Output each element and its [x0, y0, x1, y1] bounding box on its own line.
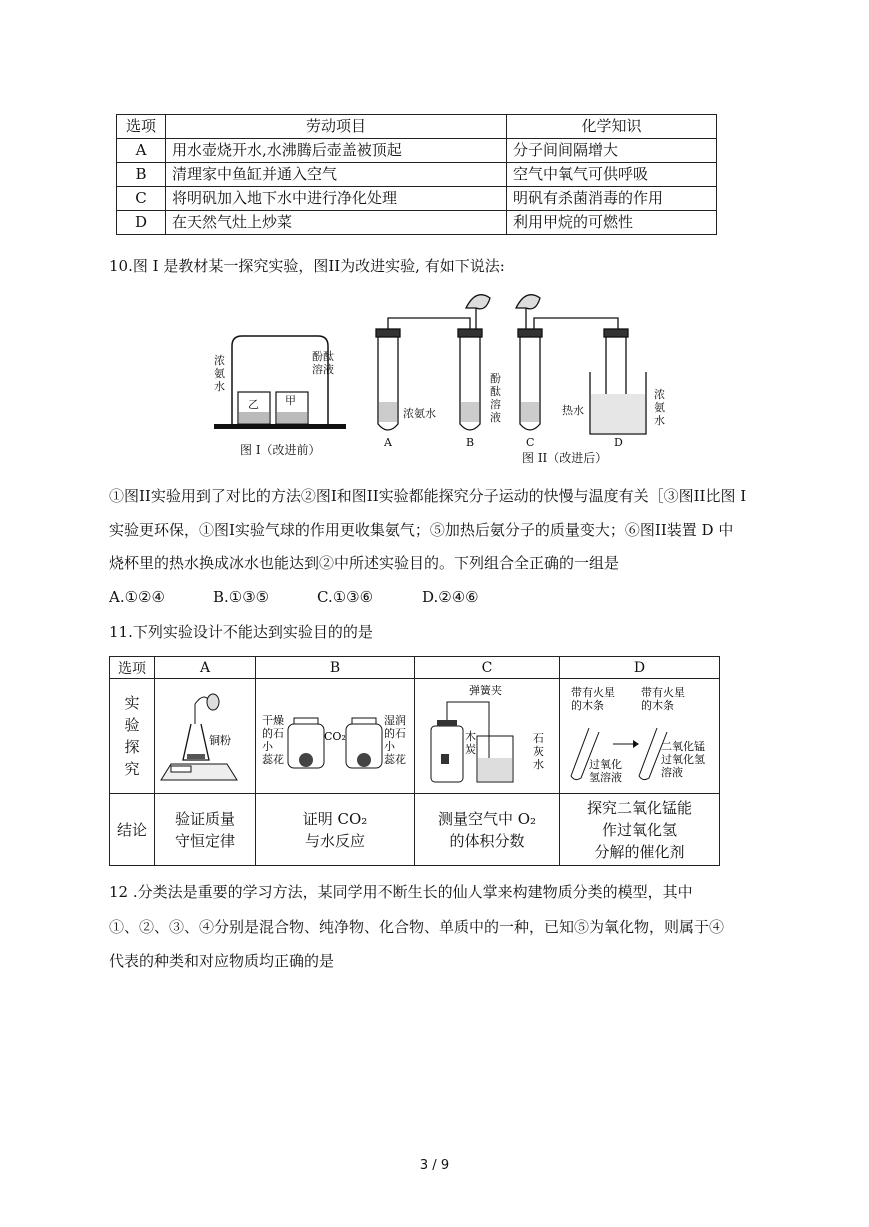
column-d: D: [560, 657, 720, 679]
conclusion-d: [560, 794, 720, 866]
fig2-ammonia-3: 水: [654, 414, 665, 427]
c-lime-2: 灰: [533, 745, 544, 758]
table-cell: 用水壶烧开水,水沸腾后壶盖被顶起: [166, 139, 507, 163]
table-row: [117, 187, 717, 211]
fig2-caption: 图 II（改进后）: [522, 451, 608, 465]
catalyst-figure: [561, 680, 719, 788]
b-right-2: 的石: [384, 727, 406, 740]
table-cell: 分子间间隔增大: [507, 139, 717, 163]
table-cell: D: [117, 211, 166, 235]
fig2-phenol-4: 液: [490, 411, 501, 424]
q10-option-c[interactable]: C.①③⑥: [317, 588, 374, 606]
table-cell: C: [117, 187, 166, 211]
b-left-4: 蕊花: [262, 753, 284, 766]
q11-experiment-table: [109, 656, 720, 866]
limewater-figure: [417, 680, 557, 788]
fig1-caption: 图 I（改进前）: [240, 443, 321, 457]
fig1-beaker-jia: 甲: [285, 394, 296, 407]
conclusion-d-line-1: 探究二氧化锰能: [586, 798, 692, 817]
conclusion-c-line-2: 的体积分数: [449, 831, 525, 850]
q10-text-line-1: ①图II实验用到了对比的方法②图I和图II实验都能探究分子运动的快慢与温度有关［③图II比图 I: [109, 487, 747, 505]
fig2-letter-c: C: [526, 436, 535, 449]
fig2-letter-d: D: [614, 436, 623, 449]
c-lime-3: 水: [533, 758, 544, 771]
conclusion-c: [415, 794, 560, 866]
table-cell: 利用甲烷的可燃性: [507, 211, 717, 235]
fig2-phenol-2: 酞: [490, 385, 501, 398]
copper-powder-label: 铜粉: [209, 734, 231, 747]
row-label-experiment: 实验探究: [110, 679, 155, 794]
table-row: [117, 163, 717, 187]
q10-option-a[interactable]: A.①②④: [109, 588, 165, 606]
q12-line-2: ①、②、③、④分别是混合物、纯净物、化合物、单质中的一种，已知⑤为氧化物，则属于④: [109, 918, 725, 936]
table-header: 化学知识: [507, 115, 717, 139]
c-carbon-2: 炭: [465, 743, 476, 756]
table-row: [117, 211, 717, 235]
fig2-ammonia-2: 氨: [654, 401, 665, 414]
q10-figure: [200, 284, 670, 474]
experiment-d-cell: [560, 679, 720, 794]
d-mno2-1: 二氧化锰: [660, 740, 705, 753]
conclusion-a-line-1: 验证质量: [174, 809, 235, 828]
b-right-4: 蕊花: [384, 753, 406, 766]
fig1-label-left-2: 氨: [214, 367, 225, 380]
fig2-phenol-1: 酚: [490, 372, 501, 385]
q10-stem: 10.图 I 是教材某一探究实验，图II为改进实验, 有如下说法:: [109, 257, 505, 275]
d-mno2-2: 过氧化氢: [660, 753, 705, 766]
conclusion-d-line-3: 分解的催化剂: [594, 842, 685, 861]
conclusion-b-line-1: 证明 CO₂: [302, 809, 368, 828]
conclusion-c-line-1: 测量空气中 O₂: [437, 809, 537, 828]
b-right-3: 小: [384, 740, 395, 753]
table-header: 选项: [117, 115, 166, 139]
d-h2o2-2: 氢溶液: [588, 771, 622, 784]
c-clip-label: 弹簧夹: [469, 684, 502, 697]
experiment-a-cell: [155, 679, 256, 794]
c-lime-1: 石: [533, 732, 544, 745]
table-cell: 在天然气灶上炒菜: [166, 211, 507, 235]
co2-jars-figure: [258, 680, 412, 788]
table-cell: A: [117, 139, 166, 163]
conclusion-d-line-2: 作过氧化氢: [601, 820, 677, 839]
fig1-label-left-1: 浓: [214, 354, 225, 367]
column-c: C: [415, 657, 560, 679]
q10-option-b[interactable]: B.①③⑤: [213, 588, 270, 606]
q10-text-line-2: 实验更环保，①图I实验气球的作用更收集氨气；⑤加热后氨分子的质量变大；⑥图II装置 D 中: [109, 521, 734, 539]
experiment-b-cell: [256, 679, 415, 794]
table-cell: 明矾有杀菌消毒的作用: [507, 187, 717, 211]
fig1-beaker-yi: 乙: [248, 398, 259, 411]
column-a: A: [155, 657, 256, 679]
fig1-label-right-2: 溶液: [312, 363, 334, 376]
b-left-1: 干燥: [262, 714, 284, 727]
table-header: 劳动项目: [166, 115, 507, 139]
c-carbon-1: 木: [465, 730, 476, 743]
labor-chemistry-table: [116, 114, 717, 235]
q10-text-line-3: 烧杯里的热水换成冰水也能达到②中所述实验目的。下列组合全正确的一组是: [109, 554, 620, 572]
page-number: 3 / 9: [419, 1158, 450, 1173]
d-mno2-3: 溶液: [660, 766, 683, 779]
column-b: B: [256, 657, 415, 679]
row-label-option: 选项: [110, 657, 155, 679]
experiment-c-cell: [415, 679, 560, 794]
fig2-ammonia-1: 浓: [654, 388, 665, 401]
fig1-label-left-3: 水: [214, 380, 225, 393]
d-h2o2-1: 过氧化: [588, 758, 622, 771]
q12-line-3: 代表的种类和对应物质均正确的是: [109, 952, 335, 970]
fig2-hot-water: 热水: [562, 404, 584, 417]
d-splint2-2: 的木条: [640, 699, 674, 712]
conclusion-a: [155, 794, 256, 866]
q12-line-1: 12 .分类法是重要的学习方法，某同学用不断生长的仙人掌来构建物质分类的模型，其中: [109, 883, 693, 901]
b-gas-label: CO₂: [324, 730, 346, 743]
fig2-tube-a-label: 浓氨水: [403, 407, 436, 420]
q11-stem: 11.下列实验设计不能达到实验目的的是: [109, 623, 373, 641]
b-left-2: 的石: [262, 727, 284, 740]
fig1-label-right-1: 酚酞: [312, 350, 334, 363]
row-label-conclusion: 结论: [110, 794, 155, 866]
table-cell: 清理家中鱼缸并通入空气: [166, 163, 507, 187]
b-left-3: 小: [262, 740, 273, 753]
table-cell: 空气中氧气可供呼吸: [507, 163, 717, 187]
d-splint1-2: 的木条: [570, 699, 604, 712]
d-splint1-1: 带有火星: [570, 686, 615, 699]
balance-flask-figure: [157, 680, 253, 788]
conclusion-b-line-2: 与水反应: [304, 831, 365, 850]
table-cell: B: [117, 163, 166, 187]
fig2-letter-a: A: [384, 436, 392, 449]
b-right-1: 湿润: [384, 714, 406, 727]
d-splint2-1: 带有火星: [640, 686, 685, 699]
table-row: [117, 139, 717, 163]
fig2-phenol-3: 溶: [490, 398, 501, 411]
fig2-letter-b: B: [466, 436, 475, 449]
q10-option-d[interactable]: D.②④⑥: [422, 588, 479, 606]
conclusion-b: [256, 794, 415, 866]
table-cell: 将明矾加入地下水中进行净化处理: [166, 187, 507, 211]
conclusion-a-line-2: 守恒定律: [174, 831, 235, 850]
